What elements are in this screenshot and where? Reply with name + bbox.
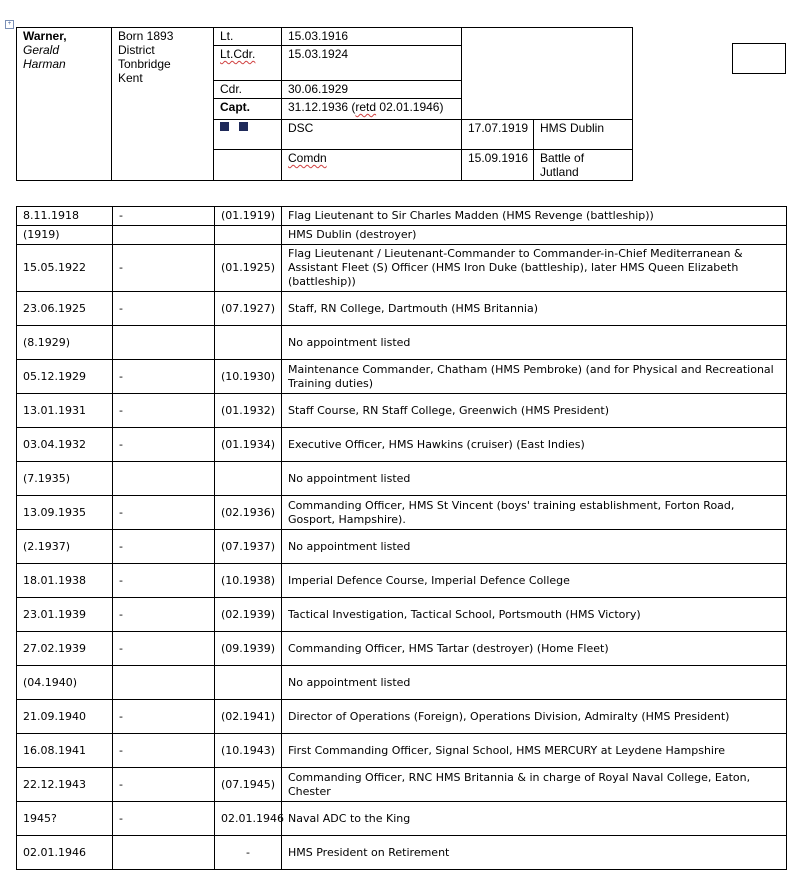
appointment-description-cell: Staff Course, RN Staff College, Greenwich (HMS President) [282, 394, 787, 428]
appointment-separator-cell: - [113, 360, 215, 394]
table-row [17, 734, 787, 768]
appointment-description-cell: Maintenance Commander, Chatham (HMS Pembroke) (and for Physical and Recreational Training duties) [282, 360, 787, 394]
appointment-from-cell: (7.1935) [17, 462, 113, 496]
appointment-from-cell: 23.06.1925 [17, 292, 113, 326]
appointment-separator-cell: - [113, 530, 215, 564]
appointment-separator-cell: - [113, 632, 215, 666]
appointment-to-cell: (07.1937) [215, 530, 282, 564]
square-marker-icon [239, 122, 248, 131]
name-cell [17, 28, 112, 181]
birth-place-line: Tonbridge [118, 57, 171, 71]
appointment-from-cell: 15.05.1922 [17, 245, 113, 292]
appointment-to-cell: (10.1938) [215, 564, 282, 598]
rank-date-cell: 15.03.1924 [282, 46, 462, 81]
honour-detail-cell: HMS Dublin [534, 120, 633, 150]
appointment-from-cell: 13.01.1931 [17, 394, 113, 428]
appointment-separator-cell: - [113, 768, 215, 802]
appointment-from-cell: 16.08.1941 [17, 734, 113, 768]
table-row [17, 802, 787, 836]
honour-date-cell: 15.09.1916 [462, 150, 534, 181]
appointment-description-cell: Commanding Officer, HMS St Vincent (boys' training establishment, Forton Road, Gosport, Hampshire). [282, 496, 787, 530]
birth-cell [112, 28, 214, 181]
appointment-separator-cell: - [113, 207, 215, 226]
appointment-to-cell: (01.1919) [215, 207, 282, 226]
appointment-from-cell: 21.09.1940 [17, 700, 113, 734]
birth-place-line: Kent [118, 71, 143, 85]
appointment-separator-cell [113, 226, 215, 245]
table-row [17, 836, 787, 870]
appointment-to-cell: (02.1936) [215, 496, 282, 530]
forename: Gerald Harman [23, 43, 66, 71]
table-row [17, 360, 787, 394]
appointment-to-cell [215, 666, 282, 700]
side-text-box [732, 43, 786, 74]
rank-cell: Capt. [214, 99, 282, 120]
appointment-separator-cell: - [113, 394, 215, 428]
appointment-separator-cell [113, 666, 215, 700]
table-row [17, 428, 787, 462]
appointment-separator-cell [113, 462, 215, 496]
appointment-from-cell: 27.02.1939 [17, 632, 113, 666]
table-row [17, 564, 787, 598]
appointment-separator-cell [113, 326, 215, 360]
officer-header-table [16, 27, 633, 181]
appointment-from-cell: 13.09.1935 [17, 496, 113, 530]
appointment-to-cell: (02.1941) [215, 700, 282, 734]
appointment-description-cell: Flag Lieutenant / Lieutenant-Commander to Commander-in-Chief Mediterranean & Assistant Fleet (S) Officer (HMS Iron Duke (battleship), later HMS Queen Elizabeth (battleship)) [282, 245, 787, 292]
table-row [17, 292, 787, 326]
appointment-description-cell: First Commanding Officer, Signal School, HMS MERCURY at Leydene Hampshire [282, 734, 787, 768]
appointment-from-cell: 23.01.1939 [17, 598, 113, 632]
appointment-to-cell [215, 462, 282, 496]
appointment-to-cell: - [215, 836, 282, 870]
appointment-to-cell: (09.1939) [215, 632, 282, 666]
decoration-squares [214, 120, 282, 150]
honour-name-cell: DSC [282, 120, 462, 150]
appointment-separator-cell: - [113, 292, 215, 326]
appointment-description-cell: No appointment listed [282, 462, 787, 496]
appointment-separator-cell: - [113, 734, 215, 768]
appointment-description-cell: HMS Dublin (destroyer) [282, 226, 787, 245]
appointment-from-cell: 1945? [17, 802, 113, 836]
appointment-separator-cell [113, 836, 215, 870]
table-row [17, 598, 787, 632]
appointment-from-cell: 18.01.1938 [17, 564, 113, 598]
table-row [17, 394, 787, 428]
appointment-separator-cell: - [113, 496, 215, 530]
appointment-to-cell: (10.1943) [215, 734, 282, 768]
table-row [17, 462, 787, 496]
surname: Warner, [23, 29, 67, 43]
table-row [17, 530, 787, 564]
table-row [17, 666, 787, 700]
appointment-separator-cell: - [113, 700, 215, 734]
honour-date-cell: 17.07.1919 [462, 120, 534, 150]
birth-place-line: District [118, 43, 155, 57]
appointment-separator-cell: - [113, 598, 215, 632]
rank-cell: Lt. [214, 28, 282, 46]
rank-date-cell: 30.06.1929 [282, 81, 462, 99]
square-marker-icon [220, 122, 229, 131]
appointment-description-cell: Flag Lieutenant to Sir Charles Madden (HMS Revenge (battleship)) [282, 207, 787, 226]
appointment-from-cell: (1919) [17, 226, 113, 245]
appointment-to-cell: (07.1927) [215, 292, 282, 326]
appointment-from-cell: (2.1937) [17, 530, 113, 564]
appointment-description-cell: No appointment listed [282, 530, 787, 564]
appointment-description-cell: Staff, RN College, Dartmouth (HMS Britannia) [282, 292, 787, 326]
table-row [17, 245, 787, 292]
empty-cell [214, 150, 282, 181]
appointment-to-cell: (02.1939) [215, 598, 282, 632]
appointment-to-cell: (01.1934) [215, 428, 282, 462]
table-row [17, 768, 787, 802]
appointment-from-cell: 03.04.1932 [17, 428, 113, 462]
appointments-table [16, 206, 787, 870]
appointment-description-cell: Commanding Officer, HMS Tartar (destroyer) (Home Fleet) [282, 632, 787, 666]
appointment-description-cell: No appointment listed [282, 666, 787, 700]
appointment-to-cell: (07.1945) [215, 768, 282, 802]
appointment-from-cell: 02.01.1946 [17, 836, 113, 870]
table-row [17, 700, 787, 734]
rank-cell: Cdr. [214, 81, 282, 99]
appointment-from-cell: (8.1929) [17, 326, 113, 360]
appointment-description-cell: Commanding Officer, RNC HMS Britannia & in charge of Royal Naval College, Eaton, Chester [282, 768, 787, 802]
appointment-from-cell: 05.12.1929 [17, 360, 113, 394]
table-anchor-icon[interactable]: + [5, 20, 14, 29]
appointment-description-cell: HMS President on Retirement [282, 836, 787, 870]
rank-date-cell: 15.03.1916 [282, 28, 462, 46]
appointment-to-cell: 02.01.1946 [215, 802, 282, 836]
appointment-description-cell: Tactical Investigation, Tactical School, Portsmouth (HMS Victory) [282, 598, 787, 632]
appointment-separator-cell: - [113, 564, 215, 598]
appointment-to-cell: (10.1930) [215, 360, 282, 394]
table-row [17, 207, 787, 226]
appointment-separator-cell: - [113, 428, 215, 462]
appointment-description-cell: No appointment listed [282, 326, 787, 360]
appointment-from-cell: 8.11.1918 [17, 207, 113, 226]
honour-detail-cell: Battle of Jutland [534, 150, 633, 181]
appointment-description-cell: Imperial Defence Course, Imperial Defence College [282, 564, 787, 598]
appointment-separator-cell: - [113, 245, 215, 292]
appointment-to-cell: (01.1925) [215, 245, 282, 292]
table-row [17, 326, 787, 360]
table-row [17, 226, 787, 245]
appointment-description-cell: Executive Officer, HMS Hawkins (cruiser) (East Indies) [282, 428, 787, 462]
rank-date-cell: 31.12.1936 (retd 02.01.1946) [282, 99, 462, 120]
honour-name-cell: Comdn [282, 150, 462, 181]
appointment-to-cell: (01.1932) [215, 394, 282, 428]
table-row [17, 632, 787, 666]
appointment-to-cell [215, 326, 282, 360]
appointment-description-cell: Director of Operations (Foreign), Operations Division, Admiralty (HMS President) [282, 700, 787, 734]
appointment-to-cell [215, 226, 282, 245]
empty-cell [462, 28, 633, 120]
appointment-from-cell: (04.1940) [17, 666, 113, 700]
rank-cell: Lt.Cdr. [214, 46, 282, 81]
birth-year: Born 1893 [118, 29, 174, 43]
appointment-from-cell: 22.12.1943 [17, 768, 113, 802]
appointment-separator-cell: - [113, 802, 215, 836]
table-row [17, 496, 787, 530]
appointment-description-cell: Naval ADC to the King [282, 802, 787, 836]
